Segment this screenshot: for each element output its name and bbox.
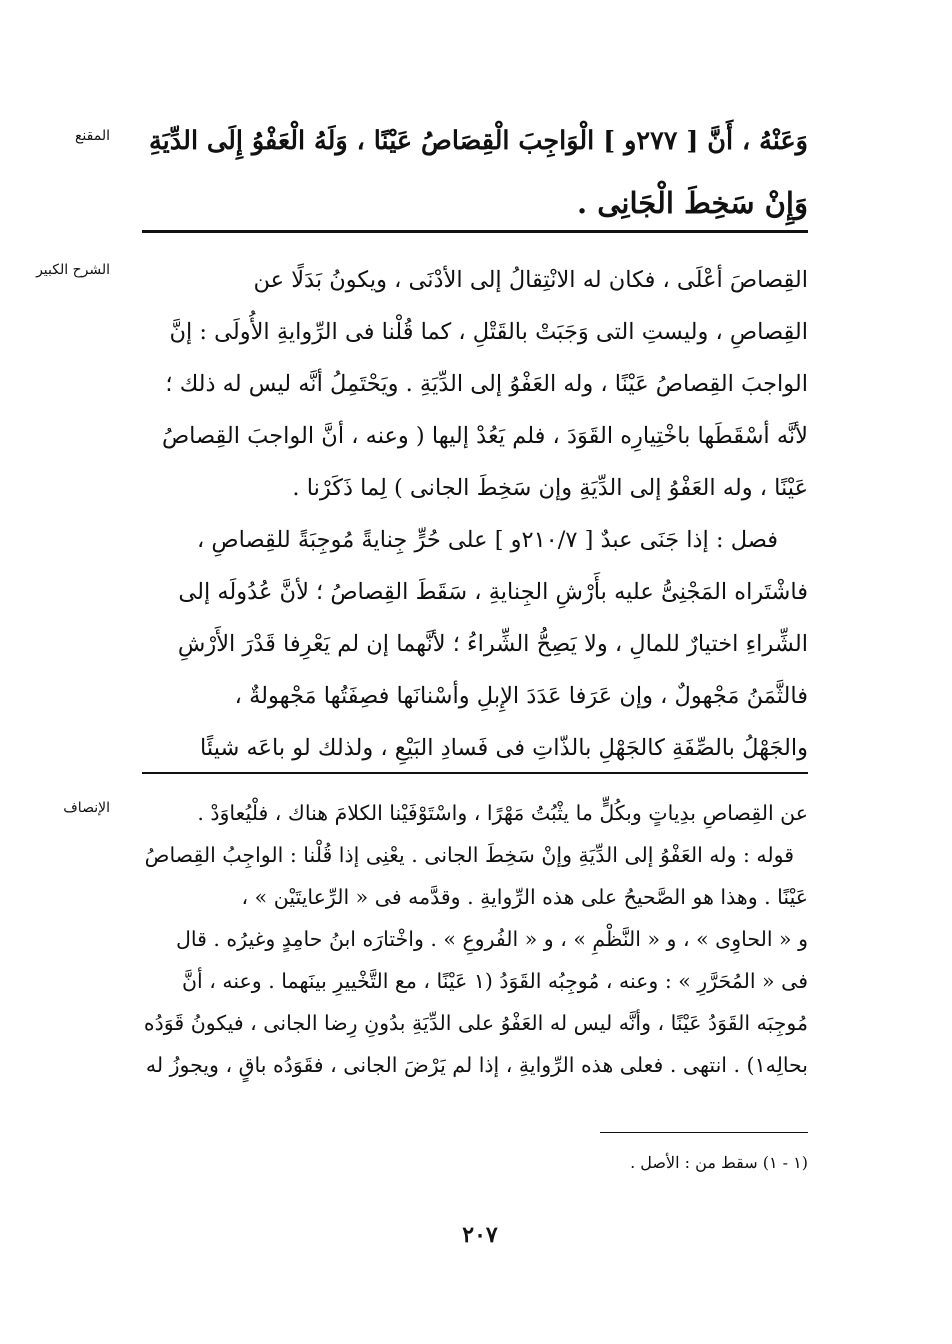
insaf-line-3: عَيْنًا . وهذا هو الصَّحيحُ على هذه الرِّوايةِ . وقدَّمه فى « الرِّعايتَيْن » ، (241, 885, 808, 909)
sharh-line-2: القِصاصِ ، وليستِ التى وَجَبَتْ بالقَتْلِ ، كما قُلْنا فى الرِّوايةِ الأُولَى : إنَّ (169, 319, 808, 345)
insaf-line-1: عن القِصاصِ بدِياتٍ وبكُلٍّ ما يثْبُتُ مَهْرًا ، واسْتَوْفَيْنا الكلامَ هناك ، فلْيُعاوَدْ . (197, 801, 808, 825)
sharh-line-1: القِصاصَ أعْلَى ، فكان له الانْتِقالُ إلى الأدْنَى ، ويكونُ بَدَلًا عن (253, 267, 808, 293)
sharh-line-3: الواجبَ القِصاصُ عَيْنًا ، وله العَفْوُ إلى الدِّيَةِ . ويَحْتَمِلُ أنَّه ليس له ذلك ؛ (165, 371, 808, 397)
muqni-text (140, 110, 808, 234)
sharh-line-10: والجَهْلُ بالصِّفَةِ كالجَهْلِ بالذّاتِ فى فَسادِ البَيْعِ ، ولذلك لو باعَه شيئًا (200, 735, 808, 761)
footnote (140, 1150, 808, 1176)
insaf-line-5: فى « المُحَرَّرِ » : وعنه ، مُوجِبُه القَوَدُ (١ عَيْنًا ، مع التَّخْييرِ بينَهما . وعنه ، أنَّ (181, 969, 808, 993)
section-label-sharh: الشرح الكبير (36, 262, 110, 278)
footnote-divider (600, 1132, 808, 1133)
insaf-line-2: قوله : وله العَفْوُ إلى الدِّيَةِ وإنْ سَخِطَ الجانى . يعْنِى إذا قُلْنا : الواجِبُ القِصاصُ (144, 843, 794, 867)
sharh-line-5: عَيْنًا ، وله العَفْوُ إلى الدِّيَةِ وإن سَخِطَ الجانى ) لِما ذَكَرْنا . (292, 475, 808, 501)
section-label-insaf: الإنصاف (63, 800, 110, 816)
muqni-line-1: وَعَنْهُ ، أَنَّ [ ٢٧٧و ] الْوَاجِبَ الْقِصَاصُ عَيْنًا ، وَلَهُ الْعَفْوُ إِلَى الدِّيَةِ (149, 126, 808, 156)
section-divider-thin (142, 772, 808, 774)
insaf-line-6: مُوجِبَه القَوَدُ عَيْنًا ، وأنَّه ليس له العَفْوُ على الدِّيَةِ بدُونِ رِضا الجانى ، فيكونُ قَوَدُه (143, 1011, 808, 1035)
sharh-text (140, 254, 808, 774)
sharh-line-9: فالثَّمَنُ مَجْهولٌ ، وإن عَرَفا عَدَدَ الإِبلِ وأسْنانَها فصِفَتُها مَجْهولةٌ ، (234, 683, 808, 709)
section-label-muqni: المقنع (74, 128, 110, 144)
sharh-line-7: فاشْتَراه المَجْنِىُّ عليه بأَرْشِ الجِنايةِ ، سَقَطَ القِصاصُ ؛ لأنَّ عُدُولَه إلى (178, 579, 808, 605)
insaf-line-7: بحالِه١) . انتهى . فعلى هذه الرِّوايةِ ، إذا لم يَرْضَ الجانى ، فقَوَدُه باقٍ ، ويجوزُ له (145, 1053, 808, 1077)
sharh-line-4: لأنَّه أسْقَطَها باخْتِيارِه القَوَدَ ، فلم يَعُدْ إليها ( وعنه ، أنَّ الواجبَ القِصاصُ (161, 423, 808, 449)
muqni-line-2: وَإِنْ سَخِطَ الْجَانِى . (577, 186, 808, 220)
page-number: ٢٠٧ (462, 1222, 498, 1248)
insaf-text (140, 792, 808, 1086)
section-divider-thick (142, 230, 808, 233)
footnote-text: (١ - ١) سقط من : الأصل . (630, 1153, 808, 1172)
sharh-line-8: الشِّراءِ اختيارٌ للمالِ ، ولا يَصِحُّ الشِّراءُ ؛ لأنَّهما إن لم يَعْرِفا قَدْرَ الأَرْشِ (177, 631, 808, 657)
sharh-line-6-fasl: فصل : إذا جَنَى عبدٌ [ ٢١٠/٧و ] على حُرٍّ جِنايةً مُوجِبَةً للقِصاصِ ، (197, 527, 778, 553)
insaf-line-4: و « الحاوِى » ، و « النَّظْمِ » ، و « الفُروعِ » . واخْتارَه ابنُ حامِدٍ وغيرُه . قال (175, 927, 808, 951)
